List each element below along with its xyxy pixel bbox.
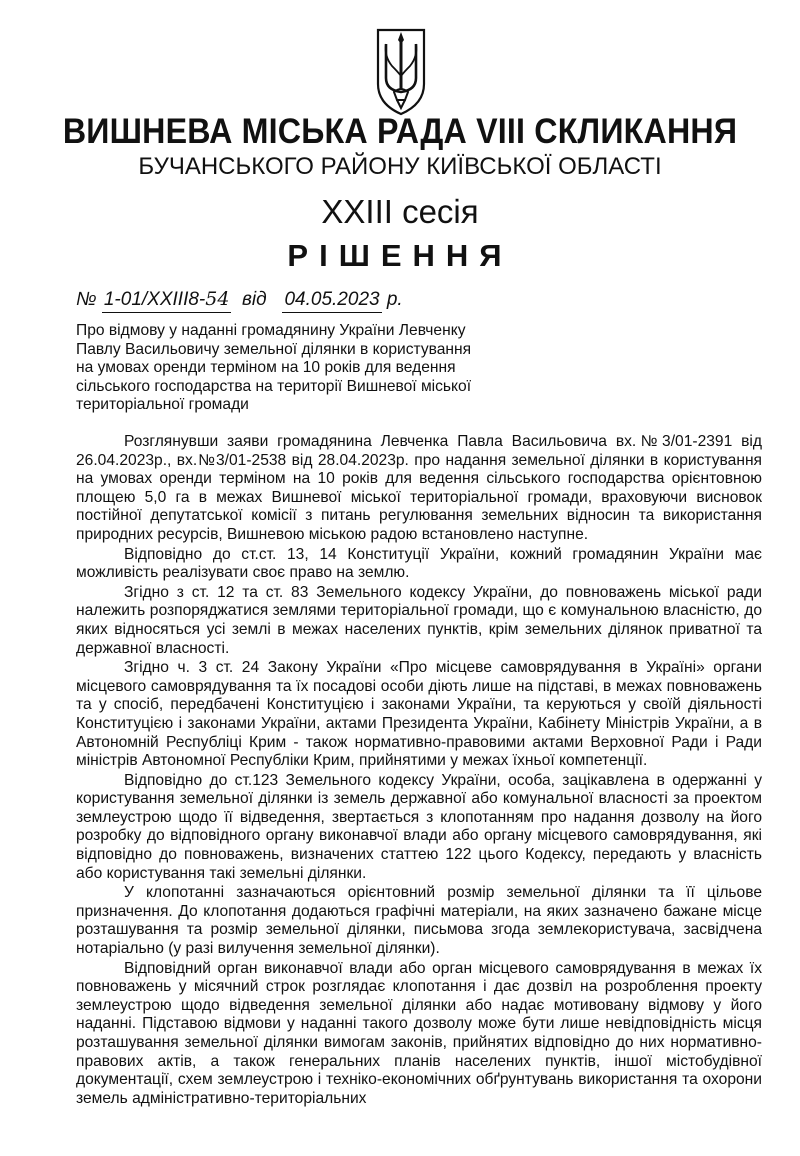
from-label: від xyxy=(242,289,267,310)
paragraph: Відповідно до ст.ст. 13, 14 Конституції України, кожний громадянин України має можливість реалізувати своє право на землю. xyxy=(76,545,762,582)
number-prefix: № xyxy=(76,289,97,310)
subject-line: на умовах оренди терміном на 10 років для ведення xyxy=(76,359,456,377)
handwritten-number: 54 xyxy=(205,288,230,310)
trident-emblem-icon xyxy=(372,26,430,118)
session-title: XXIII сесія xyxy=(321,193,479,230)
paragraph: Відповідний орган виконавчої влади або орган місцевого самоврядування в межах їх повноважень у місячний строк розглядає клопотання і дає дозвіл на розроблення проекту землеустрою щодо відведення земельної ділянки або надає мотивовану відмову у його наданні. Підставою відмови у наданні такого дозволу може бути лише невідповідність місця розташування земельної ділянки вимогам законів, прийнятих відповідно до них нормативно-правових актів, а також генеральних планів населених пунктів, іншої містобудівної документації, схем землеустрою і техніко-економічних обґрунтувань використання та охорони земель адміністративно-територіальних xyxy=(76,959,762,1107)
decision-number-line xyxy=(76,287,403,313)
year-suffix: р. xyxy=(386,289,403,310)
subject-line: територіальної громади xyxy=(76,396,249,414)
decision-subject xyxy=(76,322,472,415)
decision-body xyxy=(76,433,762,1109)
council-name: ВИШНЕВА МІСЬКА РАДА VIII СКЛИКАННЯ xyxy=(62,112,738,151)
paragraph: Згідно ч. 3 ст. 24 Закону України «Про місцеве самоврядування в Україні» органи місцевого самоврядування та їх посадові особи діють лише на підставі, в межах повноважень та у спосіб, передбачені Конституцією і законами України, та керуються у своїй діяльності Конституцією і законами України, актами Президента України, Кабінету Міністрів України, а в Автономній Республіці Крим - також нормативно-правовими актами Верховної Ради і Ради міністрів Автономної Республіки Крим, прийнятими у межах їхньої компетенції. xyxy=(76,659,762,770)
decision-title: РІШЕННЯ xyxy=(287,238,513,273)
decision-number: 1-01/XXIII8-54 xyxy=(102,287,232,313)
paragraph: У клопотанні зазначаються орієнтовний розмір земельної ділянки та її цільове призначення. До клопотання додаються графічні матеріали, на яких зазначено бажане місце розташування та розмір земельної ділянки, письмова згода землекористувача, засвідчена нотаріально (у разі вилучення земельної ділянки). xyxy=(76,884,762,958)
district-name: БУЧАНСЬКОГО РАЙОНУ КИЇВСЬКОЇ ОБЛАСТІ xyxy=(138,153,662,180)
subject-line: Про відмову у наданні громадянину України Левченку xyxy=(76,322,466,339)
paragraph: Розглянувши заяви громадянина Левченка Павла Васильовича вх.№3/01-2391 від 26.04.2023р., вх.№3/01-2538 від 28.04.2023р. про надання земельної ділянки в користування на умовах оренди терміном на 10 років для ведення сільського господарства орієнтовною площею 5,0 га в межах Вишневої міської територіальної громади, враховуючи висновок постійної депутатської комісії з питань регулювання земельних відносин та використання природних ресурсів, Вишневою міською радою встановлено наступне. xyxy=(76,433,762,543)
paragraph: Згідно з ст. 12 та ст. 83 Земельного кодексу України, до повноважень міської ради належить розпоряджатися землями територіальної громади, що є комунальною власністю, до яких відносяться усі землі в межах населених пунктів, крім земельних ділянок приватної та державної власності. xyxy=(76,583,762,657)
decision-date: 04.05.2023 xyxy=(282,288,381,313)
subject-line: Павлу Васильовичу земельної ділянки в користування xyxy=(76,340,472,358)
subject-line: сільського господарства на території Вишневої міської xyxy=(76,377,472,395)
paragraph: Відповідно до ст.123 Земельного кодексу України, особа, зацікавлена в одержанні у користування земельної ділянки із земель державної або комунальної власності за проектом землеустрою щодо її відведення, звертається з клопотанням про надання дозволу на його розробку до відповідного органу виконавчої влади або органу місцевого самоврядування, які відповідно до повноважень, визначених статтею 122 цього Кодексу, передають у власність або користування такі земельні ділянки. xyxy=(76,771,762,882)
